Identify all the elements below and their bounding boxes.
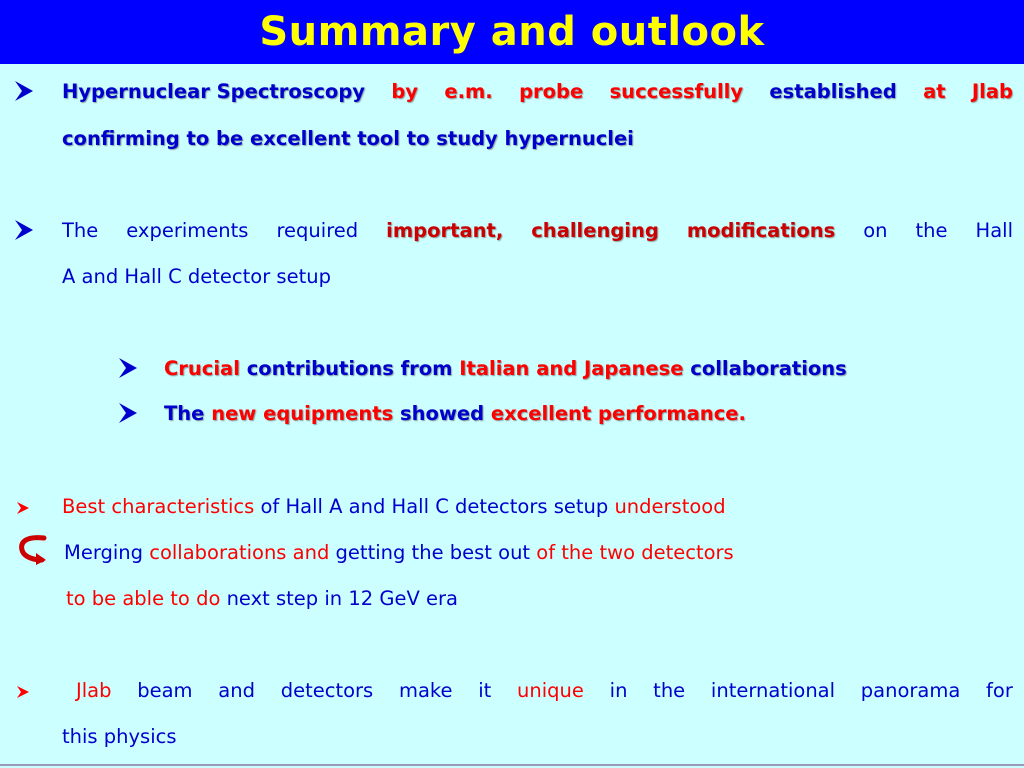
sub-bullet-1: Crucial contributions from Italian and Japanese collaborations xyxy=(164,357,847,380)
bullet-1-line-2: confirming to be excellent tool to study hypernuclei xyxy=(62,127,634,150)
arrowhead-bullet-icon xyxy=(14,681,36,705)
bullet-2-line-1: The experiments required important, challenging modifications on the Hall xyxy=(62,219,1013,242)
arrowhead-bullet-icon xyxy=(118,357,140,381)
bullet-4-line-2: this physics xyxy=(62,725,177,748)
arrowhead-bullet-icon xyxy=(14,80,36,104)
arrowhead-bullet-icon xyxy=(14,497,36,521)
title-bar xyxy=(0,0,1024,64)
arrowhead-bullet-icon xyxy=(14,219,36,243)
bullet-1-line-1: Hypernuclear Spectroscopy by e.m. probe successfully established at Jlab xyxy=(62,80,1013,103)
slide-title: Summary and outlook xyxy=(259,9,765,55)
bullet-3-line-1: Best characteristics of Hall A and Hall C detectors setup understood xyxy=(62,495,726,518)
curved-arrow-icon xyxy=(14,534,50,570)
bullet-3-line-2: Merging collaborations and getting the best out of the two detectors xyxy=(64,541,734,564)
bullet-3-line-3: to be able to do next step in 12 GeV era xyxy=(66,587,458,610)
arrowhead-bullet-icon xyxy=(118,402,140,426)
sub-bullet-2: The new equipments showed excellent performance. xyxy=(164,402,746,425)
bullet-4-line-1: Jlab beam and detectors make it unique in the international panorama for xyxy=(76,679,1013,702)
bullet-2-line-2: A and Hall C detector setup xyxy=(62,265,331,288)
bottom-divider xyxy=(0,764,1024,766)
